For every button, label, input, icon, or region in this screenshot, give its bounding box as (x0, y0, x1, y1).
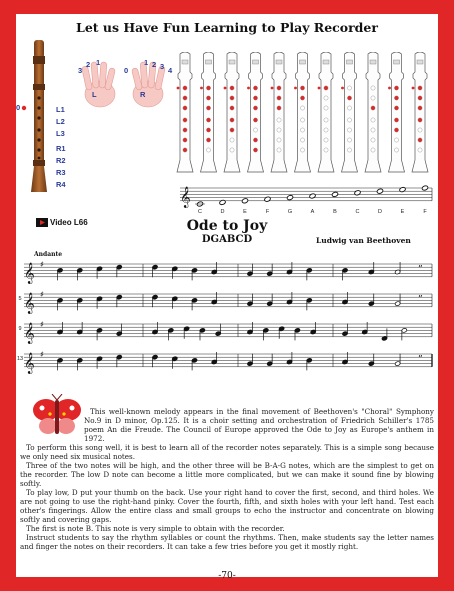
left-hand-label: L (92, 90, 97, 99)
fingering-hole (253, 106, 257, 110)
staff-note (219, 199, 226, 205)
fingering-hole (300, 138, 304, 142)
fingering-hole (277, 118, 281, 122)
page-content (16, 14, 438, 581)
breath-mark: ” (418, 295, 423, 305)
treble-clef: 𝄞 (24, 292, 35, 314)
fingering-hole (277, 106, 281, 110)
fingering-hole (230, 128, 234, 132)
fingering-hole (324, 148, 328, 152)
fingering-hole (183, 96, 187, 100)
fingering-hole (418, 96, 422, 100)
left-hand-number-2: 2 (86, 60, 91, 69)
fingering-hole (183, 128, 187, 132)
fingering-charts (176, 52, 432, 192)
fingering-hole (183, 118, 187, 122)
fingering-hole (324, 128, 328, 132)
right-hand-number-1: 1 (144, 58, 149, 67)
recorder-fingering (294, 52, 310, 172)
reference-staff (166, 174, 434, 214)
note-label: A (310, 209, 315, 215)
thumb-hole (200, 87, 203, 90)
sheet-music (16, 254, 438, 394)
fingering-hole (183, 148, 187, 152)
note-label: F (423, 209, 427, 215)
fingering-hole (277, 86, 281, 90)
fingering-hole (183, 106, 187, 110)
fingering-hole (371, 148, 375, 152)
right-hand-number-3: 3 (160, 62, 165, 71)
treble-clef: 𝄞 (180, 186, 191, 208)
fingering-hole (206, 138, 210, 142)
fingering-hole (183, 86, 187, 90)
staff-note (264, 196, 271, 202)
recorder-image (26, 40, 52, 194)
measure-number: 13 (16, 356, 24, 362)
recorder-fingering (200, 52, 216, 172)
thumb-dot (21, 105, 27, 111)
recorder-fingering (224, 52, 240, 172)
fingering-hole (230, 148, 234, 152)
fingering-hole (206, 148, 210, 152)
fingering-hole (418, 148, 422, 152)
measure-number: 5 (18, 296, 22, 302)
page-title: Let us Have Fun Learning to Play Recorder (76, 20, 378, 35)
staff-note (421, 185, 428, 191)
staff-note (331, 191, 338, 197)
staff-note (286, 195, 293, 201)
fingering-hole (324, 138, 328, 142)
note-label: D (220, 209, 225, 215)
label-l3: L3 (56, 129, 65, 138)
fingering-hole (371, 86, 375, 90)
paragraph: To play low, D put your thumb on the back. Use your right hand to cover the first, second, and third holes. We are not going to use the right-hand pinky. Cover the fourth, fifth, and sixth holes with your left hand. Test each other's fingerings. Allow the entire class and small groups to echo the instructor and concentrate on blowing softly and covering gaps. (20, 488, 434, 525)
note-label: C (355, 209, 360, 215)
fingering-hole (347, 96, 351, 100)
fingering-hole (418, 106, 422, 110)
recorder-fingering (271, 52, 287, 172)
fingering-hole (418, 128, 422, 132)
staff-note (309, 193, 316, 199)
composer: Ludwig van Beethoven (316, 236, 411, 245)
breath-mark: ” (418, 265, 423, 275)
recorder-fingering (341, 52, 357, 172)
fingering-hole (324, 86, 328, 90)
fingering-hole (371, 138, 375, 142)
fingering-hole (371, 118, 375, 122)
fingering-hole (230, 138, 234, 142)
fingering-hole (394, 148, 398, 152)
staff-note (241, 198, 248, 204)
fingering-hole (277, 128, 281, 132)
paragraph: This well-known melody appears in the final movement of Beethoven's "Choral" Symphony No.9 in D minor, Op.125. It is a choir setting and orchestration of Friedrich Schiller's 1785 poem An die Freude. The Council of Europe approved the Ode to Joy as Europe's anthem in 1972. (84, 407, 434, 444)
recorder-fingering (412, 52, 428, 172)
fingering-hole (324, 118, 328, 122)
thumb-hole (177, 87, 180, 90)
fingering-hole (277, 96, 281, 100)
fingering-hole (394, 106, 398, 110)
song-title: Ode to Joy (186, 218, 268, 234)
label-l1: L1 (56, 105, 65, 114)
left-hand-number-0: 0 (124, 66, 129, 75)
paragraph: The first is note B. This note is very simple to obtain with the recorder. (26, 524, 285, 533)
fingering-hole (183, 138, 187, 142)
fingering-hole (300, 148, 304, 152)
right-hand-label: R (140, 90, 146, 99)
fingering-hole (394, 96, 398, 100)
fingering-hole (253, 138, 257, 142)
staff-note (399, 187, 406, 193)
recorder-fingering (177, 52, 193, 172)
butterfly-icon (30, 394, 86, 438)
thumb-hole (294, 87, 297, 90)
fingering-hole (324, 96, 328, 100)
fingering-hole (206, 118, 210, 122)
fingering-hole (300, 96, 304, 100)
thumb-hole (412, 87, 415, 90)
fingering-hole (418, 86, 422, 90)
note-label: E (400, 209, 405, 215)
thumb-hole (224, 87, 227, 90)
right-hand-number-2: 2 (152, 60, 157, 69)
recorder-fingering (247, 52, 263, 172)
thumb-hole (318, 87, 321, 90)
fingering-hole (300, 128, 304, 132)
fingering-hole (253, 118, 257, 122)
fingering-hole (394, 118, 398, 122)
thumb-hole (341, 87, 344, 90)
fingering-hole (230, 96, 234, 100)
right-hand-number-4: 4 (168, 66, 173, 75)
fingering-hole (394, 138, 398, 142)
fingering-hole (230, 106, 234, 110)
thumb-label: 0 (16, 103, 21, 112)
page-number: -70- (218, 571, 236, 581)
fingering-hole (371, 128, 375, 132)
key-signature: ♯ (40, 260, 44, 269)
treble-clef: 𝄞 (24, 352, 35, 374)
recorder-fingering (318, 52, 334, 172)
fingering-hole (206, 86, 210, 90)
fingering-hole (253, 96, 257, 100)
note-label: B (333, 209, 337, 215)
fingering-hole (253, 86, 257, 90)
recorder-fingering (365, 52, 381, 172)
fingering-hole (206, 128, 210, 132)
note-label: D (378, 209, 382, 215)
paragraph: To perform this song well, it is best to learn all of the recorder notes separately. This is a simple song because we only need six musical notes. (20, 443, 434, 462)
fingering-hole (300, 118, 304, 122)
fingering-hole (253, 128, 257, 132)
fingering-hole (347, 148, 351, 152)
fingering-hole (206, 96, 210, 100)
staff-note (354, 190, 361, 196)
recorder-fingering (388, 52, 404, 172)
fingering-hole (418, 118, 422, 122)
fingering-hole (347, 86, 351, 90)
note-label: F (265, 209, 270, 215)
fingering-hole (347, 118, 351, 122)
left-hand-number-1: 1 (96, 58, 101, 67)
song-notes: DGABCD (201, 234, 253, 245)
key-signature: ♯ (40, 320, 44, 329)
paragraph: Three of the two notes will be high, and the other three will be B-A-G notes, which are the simplest to get on the recorder. The low D note can become a little more complicated, but we can make it sound fine by blowing softly. (20, 461, 434, 489)
treble-clef: 𝄞 (24, 262, 35, 284)
fingering-hole (347, 106, 351, 110)
treble-clef: 𝄞 (24, 322, 35, 344)
fingering-hole (206, 106, 210, 110)
label-r1: R1 (56, 144, 66, 153)
key-signature: ♯ (40, 350, 44, 359)
key-signature: ♯ (40, 290, 44, 299)
left-hand-number-3: 3 (78, 66, 83, 75)
fingering-hole (371, 106, 375, 110)
label-r3: R3 (56, 168, 66, 177)
fingering-hole (300, 106, 304, 110)
video-link[interactable]: Video L66 (50, 218, 88, 227)
fingering-hole (253, 148, 257, 152)
note-label: G (287, 209, 293, 215)
note-label: C (198, 209, 202, 215)
fingering-hole (347, 138, 351, 142)
fingering-hole (277, 138, 281, 142)
note-label: E (243, 209, 247, 215)
fingering-hole (394, 86, 398, 90)
fingering-hole (418, 138, 422, 142)
fingering-hole (230, 118, 234, 122)
measure-number: 9 (18, 326, 22, 332)
fingering-hole (300, 86, 304, 90)
paragraph: Instruct students to say the rhythm syllables or count the rhythms. Then, make students say the letter names and finger the notes on their recorders. It can take a few tries before you get it mostly right. (20, 533, 434, 552)
label-l2: L2 (56, 117, 65, 126)
fingering-hole (347, 128, 351, 132)
thumb-hole (271, 87, 274, 90)
fingering-hole (371, 96, 375, 100)
label-r2: R2 (56, 156, 66, 165)
breath-mark: ” (418, 355, 423, 365)
fingering-hole (394, 128, 398, 132)
fingering-hole (324, 106, 328, 110)
fingering-hole (277, 148, 281, 152)
label-r4: R4 (56, 180, 66, 189)
fingering-hole (230, 86, 234, 90)
tempo-marking: Andante (34, 251, 63, 258)
thumb-hole (247, 87, 250, 90)
staff-note (376, 188, 383, 194)
thumb-hole (388, 87, 391, 90)
